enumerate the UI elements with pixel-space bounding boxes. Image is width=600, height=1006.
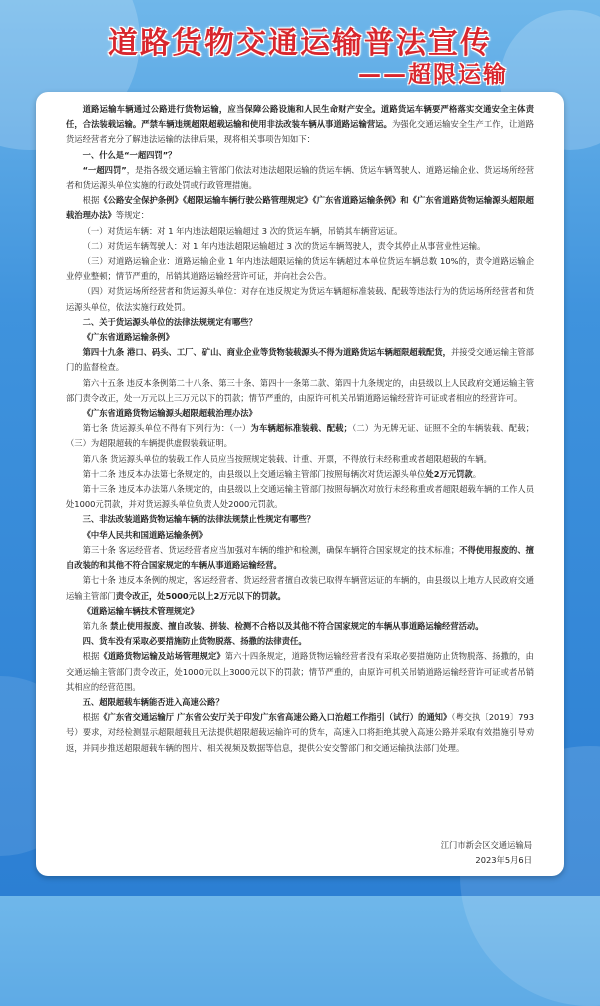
law-article: 第四十九条 港口、码头、工厂、矿山、商业企业等货物装载源头不得为道路货运车辆超限超载配货，并接受交通运输主管部门的监督检查。 (66, 347, 534, 373)
section-5-heading: 五、超限超载车辆能否进入高速公路？ (82, 696, 224, 707)
poster-title: 道路货物交通运输普法宣传 (108, 26, 492, 61)
law-title: 《中华人民共和国道路运输条例》 (82, 529, 208, 540)
intro-paragraph: 道路运输车辆通过公路进行货物运输，应当保障公路设施和人民生命财产安全。道路货运车辆要严格落实交通安全主体责任，合法装载运输。严禁车辆违规超限超载运输和使用非法改装车辆从事道路运输营运。为强化交通运输安全生产工作，让道路货运经营者充分了解违法运输的法律后果，现将相关事项告知如下： (66, 104, 534, 145)
law-title: 《广东省道路货物运输源头超限超载治理办法》 (82, 408, 257, 419)
law-article: 第六十五条 违反本条例第二十八条、第三十条、第四十一条第二款、第四十九条规定的，由县级以上人民政府交通运输主管部门责令改正，处一万元以上三万元以下的罚款；情节严重的，由原许可机关吊销道路运输经营许可证或者相应的经营许可。 (66, 377, 534, 403)
signature-block (441, 838, 532, 868)
issue-date: 2023年5月6日 (475, 855, 532, 865)
law-article: 第十二条 违反本办法第七条规定的，由县级以上交通运输主管部门按照每辆次对货运源头单位处2万元罚款。 (82, 468, 481, 479)
section-1-item: （一）对货运车辆：对 1 年内违法超限运输超过 3 次的货运车辆，吊销其车辆营运证。 (82, 225, 403, 236)
section-1-item: （二）对货运车辆驾驶人：对 1 年内违法超限运输超过 3 次的货运车辆驾驶人，责令其停止从事营业性运输。 (82, 240, 486, 251)
section-4-text: 根据《道路货物运输及站场管理规定》第六十四条规定，道路货物运输经营者没有采取必要措施防止货物脱落、扬撒的，由交通运输主管部门责令改正，处1000元以上3000元以下的罚款；情节严重的，由原许可机关吊销道路运输经营许可证或者吊销其相应的经营范围。 (66, 651, 534, 692)
section-1-definition: “一超四罚”，是指各级交通运输主管部门依法对违法超限运输的货运车辆、货运车辆驾驶人、道路运输企业、货运场所经营者和货运源头单位实施的行政处罚或行政管理措施。 (66, 164, 534, 191)
issuing-organization: 江门市新会区交通运输局 (440, 840, 532, 850)
section-1-item: （四）对货运场所经营者和货运源头单位：对存在违反规定为货运车辆超标准装载、配载等违法行为的货运场所经营者和货运源头单位，依法实施行政处罚。 (66, 286, 534, 312)
section-5-text: 根据《广东省交通运输厅 广东省公安厅关于印发广东省高速公路入口治超工作指引（试行）的通知》（粤交执〔2019〕793 号）要求，对经检测显示超限超载且无法提供超限超载运输许可的货车，高速入口将拒绝其驶入高速公路并采取有效措施引导劝返，并同步推送超限超载车辆的图片、相关视频及数据等信息，提供公安交警部门和交通运输执法部门处理。 (66, 712, 534, 753)
law-article: 第九条 禁止使用报废、擅自改装、拼装、检测不合格以及其他不符合国家规定的车辆从事道路运输经营活动。 (82, 620, 484, 631)
section-1-item: （三）对道路运输企业：道路运输企业 1 年内违法超限运输的货运车辆超过本单位货运车辆总数 10%的，责令道路运输企业停业整顿；情节严重的，吊销其道路运输经营许可证，并向社会公告。 (66, 256, 534, 282)
content-panel (36, 92, 564, 876)
section-3-heading: 三、非法改装道路货物运输车辆的法律法规禁止性规定有哪些？ (82, 514, 315, 525)
law-article: 第七十条 违反本条例的规定，客运经营者、货运经营者擅自改装已取得车辆营运证的车辆的，由县级以上地方人民政府交通运输主管部门责令改正，处5000元以上2万元以下的罚款。 (66, 575, 534, 601)
law-article: 第十三条 违反本办法第八条规定的，由县级以上交通运输主管部门按照每辆次对放行未经称重或者超限超载车辆的工作人员处1000元罚款，并对货运源头单位负责人处2000元罚款。 (66, 484, 534, 510)
poster-subtitle: ——超限运输 (358, 62, 508, 88)
law-article: 第八条 货运源头单位的装载工作人员应当按照规定装载、计重、开票，不得放行未经称重或者超限超载的车辆。 (82, 453, 492, 464)
law-title: 《广东省道路运输条例》 (82, 332, 174, 343)
section-2-heading: 二、关于货运源头单位的法律法规规定有哪些？ (82, 316, 257, 327)
section-1-heading: 一、什么是“一超四罚”？ (82, 149, 177, 160)
law-title: 《道路运输车辆技术管理规定》 (82, 605, 199, 616)
law-article: 第三十条 客运经营者、货运经营者应当加强对车辆的维护和检测，确保车辆符合国家规定的技术标准；不得使用报废的、擅自改装的和其他不符合国家规定的车辆从事道路运输经营。 (66, 544, 534, 571)
article-body (66, 102, 534, 756)
law-article: 第七条 货运源头单位不得有下列行为：（一）为车辆超标准装载、配载；（二）为无牌无证、证照不全的车辆装载、配载；（三）为超限超载的车辆提供虚假装载证明。 (66, 423, 534, 449)
section-4-heading: 四、货车没有采取必要措施防止货物脱落、扬撒的法律责任。 (82, 636, 307, 647)
section-1-basis: 根据《公路安全保护条例》《超限运输车辆行驶公路管理规定》《广东省道路运输条例》和《广东省道路货物运输源头超限超载治理办法》等规定： (66, 195, 534, 221)
